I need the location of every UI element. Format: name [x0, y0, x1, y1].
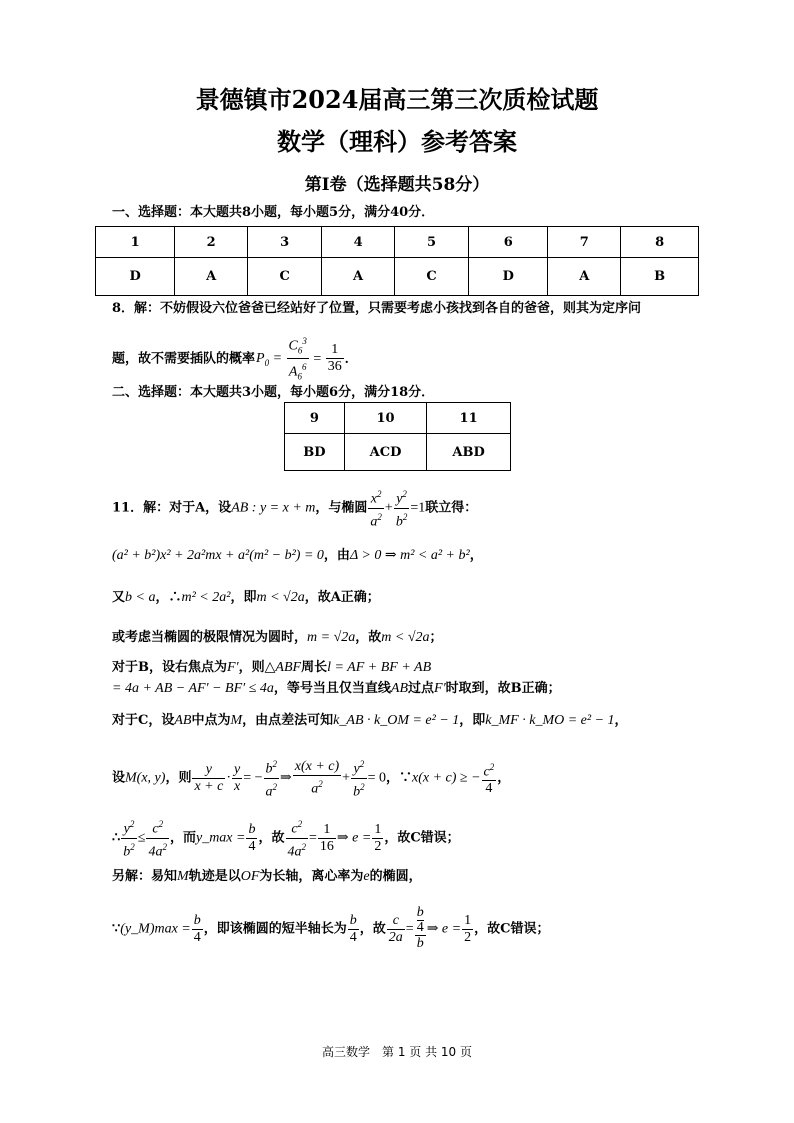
- q11-line6: [112, 680, 561, 698]
- q11-math: Δ > 0 ⇒ m² < a² + b²: [349, 548, 470, 563]
- table1-answer: A: [175, 258, 248, 296]
- q11-text: ，即: [459, 713, 486, 728]
- exam-subtitle: 数学（理科）参考答案: [277, 127, 517, 156]
- q11-math: l = AF + BF + AB: [327, 660, 432, 675]
- q11-text: ∴: [112, 830, 121, 846]
- table1-num: 7: [548, 227, 621, 258]
- table1-answer: B: [621, 258, 699, 296]
- q11-math: (a² + b²)x² + 2a²mx + a²(m² − b²) = 0: [112, 548, 324, 563]
- q11-math: △ABF: [264, 660, 302, 675]
- q11-text: 为长轴，离心率为: [259, 869, 364, 884]
- q11-math: m² < 2a²: [181, 590, 231, 605]
- q11-math: F′: [434, 681, 446, 696]
- q11-text: 的椭圆，: [369, 869, 422, 884]
- q11-text: ，等号当且仅当直线: [273, 681, 391, 696]
- q11-text: 或考虑当椭圆的极限情况为圆时，: [112, 630, 308, 645]
- q11-line8: 设M(x, y)，则 $\frac{y}{x + c}$ · $\frac{y}{x}$ = − $\frac{b^2}{a^2}$ ⇒ $\frac{x(x + c)}{a^2}$ + $\frac{y^2}{b^2}$ = 0，∵x(x + c) ≥ − $\frac{c^2}{4}$ ，: [112, 756, 510, 800]
- q11-line11: ∵(y_M)max = $\frac{b}{4}$ ，即该椭圆的短半轴长为 $\frac{b}{4}$ ，故 $\frac{c}{2a}$ = b 4 b ⇒ e = $\frac{1}{2}$ ，故C错误；: [112, 905, 550, 951]
- q8-line1: 8．解：不妨假设六位爸爸已经站好了位置，只需要考虑小孩找到各自的爸爸，则其为定序问: [112, 301, 642, 316]
- q11-text: ，而: [169, 830, 196, 846]
- q11-text: ，与椭圆: [315, 500, 368, 516]
- q11-math: m < √2a: [381, 630, 430, 645]
- q11-text: 中点为: [191, 713, 231, 728]
- q11-text: 对于C，设: [112, 713, 175, 728]
- q11-math: y_max =: [195, 830, 246, 846]
- q11-text: 设: [112, 770, 126, 786]
- q11-text: 对于B，设右焦点为: [112, 660, 227, 675]
- table1-num: 8: [621, 227, 699, 258]
- q11-text: 周长: [301, 660, 328, 675]
- q11-line10: [112, 868, 422, 886]
- answer-table-2: [284, 402, 511, 471]
- table2-answer: ABD: [427, 434, 511, 471]
- q8-line2: 题，故不需要插队的概率$P_0$ = $\frac{C_6^3}{A_6^6}$ = $\frac{1}{36}$ ．: [112, 333, 358, 385]
- table1-answer: C: [394, 258, 468, 296]
- q11-line3: [112, 589, 380, 607]
- q11-text: ，故: [359, 921, 386, 937]
- q11-text: 过点: [408, 681, 435, 696]
- table1-num: 6: [469, 227, 548, 258]
- table1-answer: A: [322, 258, 395, 296]
- q8-frac-c: $\frac{C_6^3}{A_6^6}$: [287, 333, 309, 385]
- q11-math: = 4a + AB − AF′ − BF′ ≤ 4a: [112, 681, 274, 696]
- q11-math: ≤: [137, 830, 146, 846]
- q11-text: ∵: [112, 921, 121, 937]
- q11-text: ，即该椭圆的短半轴长为: [203, 921, 347, 937]
- q11-text: ，故: [355, 630, 382, 645]
- q11-math: M(x, y): [125, 770, 166, 786]
- table1-num: 4: [322, 227, 395, 258]
- q11-math: k_MF · k_MO = e² − 1: [485, 713, 615, 728]
- q11-math: (y_M)max =: [120, 921, 191, 937]
- q8-text: 题，故不需要插队的概率: [112, 351, 256, 367]
- q11-math: b < a: [125, 590, 156, 605]
- q11-text: ，由点差法可知: [242, 713, 334, 728]
- table2-answer: ACD: [344, 434, 426, 471]
- table2-num: 9: [285, 403, 345, 434]
- table2-answer: BD: [285, 434, 345, 471]
- table1-num: 2: [175, 227, 248, 258]
- table1-answer: D: [96, 258, 175, 296]
- q11-text: ，∵: [385, 770, 412, 786]
- q11-math: OF: [240, 869, 260, 884]
- table1-answer: A: [548, 258, 621, 296]
- q11-text: ，则: [165, 770, 192, 786]
- q11-text: 轨迹是以: [188, 869, 241, 884]
- volume-heading: 第Ⅰ卷（选择题共58分）: [304, 175, 490, 195]
- exam-title: 景德镇市2024届高三第三次质检试题: [195, 85, 599, 114]
- q11-math: M: [230, 713, 243, 728]
- table1-num: 1: [96, 227, 175, 258]
- q11-math: ⇒ e =: [426, 921, 462, 937]
- q11-text: 又: [112, 590, 126, 605]
- q11-text: ，即: [230, 590, 257, 605]
- answer-table-1: [95, 226, 699, 296]
- section2-heading: 二、选择题：本大题共3小题，每小题6分，满分18分．: [112, 385, 435, 400]
- table1-num: 3: [248, 227, 322, 258]
- q11-text: ，故: [258, 830, 285, 846]
- q11-text: ，故C错误；: [384, 830, 460, 846]
- q8-frac-val: $\frac{1}{36}$: [327, 342, 342, 375]
- q8-p0: $P_0$ =: [256, 351, 286, 369]
- q11-math: F′: [227, 660, 239, 675]
- q11-line2: (a² + b²)x² + 2a²mx + a²(m² − b²) = 0，由Δ > 0 ⇒ m² < a² + b²，: [112, 548, 483, 563]
- q11-line7: 对于C，设AB中点为M，由点差法可知k_AB · k_OM = e² − 1，即k_MF · k_MO = e² − 1，: [112, 713, 628, 728]
- q11-math: m = √2a: [307, 630, 356, 645]
- table1-num: 5: [394, 227, 468, 258]
- q11-text: ，由: [323, 548, 350, 563]
- q11-math: AB: [390, 681, 409, 696]
- q11-math: M: [177, 869, 189, 884]
- q11-math: = 0: [367, 770, 386, 786]
- q11-text: 另解：易知: [112, 869, 178, 884]
- q11-line1: 11．解：对于A，设AB : y = x + m，与椭圆 $\frac{x^2}{a^2}$ + $\frac{y^2}{b^2}$ =1联立得：: [112, 486, 477, 530]
- q11-line4: 或考虑当椭圆的极限情况为圆时，m = √2a，故m < √2a；: [112, 630, 443, 645]
- q11-text: ，则: [238, 660, 265, 675]
- q11-line9: ∴ $\frac{y^2}{b^2}$ ≤ $\frac{c^2}{4a^2}$ ，而y_max = $\frac{b}{4}$ ，故 $\frac{c^2}{4a^2}$ = $\frac{1}{16}$ ⇒ e = $\frac{1}{2}$ ，故C错误；: [112, 816, 460, 860]
- table2-num: 10: [344, 403, 426, 434]
- q11-line5: [112, 659, 431, 677]
- table2-num: 11: [427, 403, 511, 434]
- q11-math: AB : y = x + m: [231, 500, 316, 516]
- q11-math: k_AB · k_OM = e² − 1: [333, 713, 460, 728]
- q11-text: ，故A正确；: [304, 590, 380, 605]
- q11-text: ，∴: [155, 590, 182, 605]
- q11-math: AB: [174, 713, 192, 728]
- q11-math: x(x + c) ≥ −: [412, 770, 481, 786]
- q11-math: e: [363, 869, 370, 884]
- q11-text: ，故C错误；: [474, 921, 550, 937]
- q11-text: 时取到，故B正确；: [445, 681, 561, 696]
- q11-text: 联立得：: [425, 500, 478, 516]
- q11-text: 11．解：对于A，设: [112, 500, 232, 516]
- section1-heading: 一、选择题：本大题共8小题，每小题5分，满分40分．: [112, 205, 435, 220]
- q11-math: ⇒ e =: [336, 830, 372, 846]
- table1-answer: C: [248, 258, 322, 296]
- page-footer: 高三数学 第 1 页 共 10 页: [322, 1045, 472, 1059]
- q11-math: ⇒: [280, 770, 292, 786]
- q11-math: m < √2a: [256, 590, 305, 605]
- table1-answer: D: [469, 258, 548, 296]
